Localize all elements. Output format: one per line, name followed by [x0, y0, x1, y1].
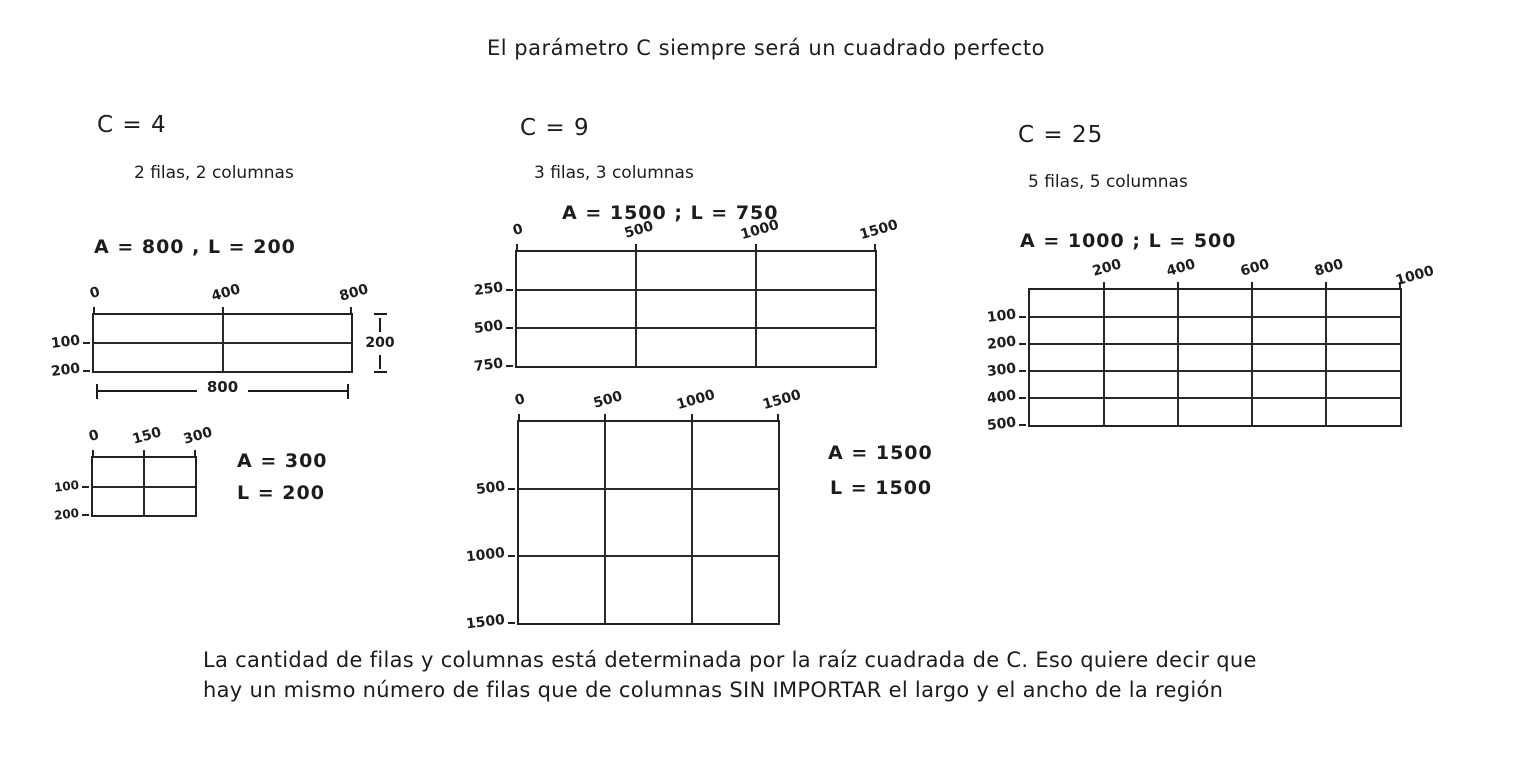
axis-tick-label: 600 — [1238, 256, 1272, 280]
dimension-stem — [379, 355, 381, 369]
height-dimension-marker — [365, 313, 395, 373]
dimension-line — [248, 390, 347, 392]
footer-line-1: La cantidad de filas y columnas está determinada por la raíz cuadrada de C. Eso quiere decir que — [203, 648, 1257, 672]
tick-mark — [508, 555, 515, 557]
axis-tick-label: 800 — [1312, 256, 1346, 280]
axis-tick-label: 200 — [1090, 256, 1124, 280]
grid-line — [635, 252, 637, 366]
tick-mark — [1103, 282, 1105, 288]
example-c4-subheading: 2 filas, 2 columnas — [134, 163, 294, 183]
grid-line — [1030, 343, 1400, 345]
tick-mark — [1019, 370, 1026, 372]
axis-tick-label: 400 — [209, 281, 242, 305]
axis-tick-label: 300 — [181, 424, 215, 448]
grid-line — [1177, 290, 1179, 425]
tick-mark — [1325, 282, 1327, 288]
axis-tick-label: 1500 — [760, 386, 803, 414]
tick-mark — [143, 450, 145, 456]
axis-tick-label: 0 — [88, 283, 102, 303]
grid-c4-small-length-label: L = 200 — [237, 482, 325, 504]
axis-tick-label: 100 — [53, 477, 80, 495]
axis-tick-label: 300 — [985, 360, 1017, 380]
tick-mark — [1019, 397, 1026, 399]
grid-c4-small-area-label: A = 300 — [237, 450, 328, 472]
axis-tick-label: 150 — [130, 424, 164, 448]
axis-tick-label: 500 — [474, 478, 506, 498]
page-title: El parámetro C siempre será un cuadrado perfecto — [487, 36, 1045, 60]
axis-tick-label: 1000 — [738, 216, 781, 244]
grid-line — [604, 422, 606, 623]
example-c9-subheading: 3 filas, 3 columnas — [534, 163, 694, 183]
axis-tick-label: 0 — [511, 220, 525, 240]
tick-mark — [506, 327, 513, 329]
example-c9-params: A = 1500 ; L = 750 — [562, 202, 779, 224]
tick-mark — [194, 450, 196, 456]
grid-c4-main — [49, 281, 395, 396]
example-c25-heading: C = 25 — [1018, 122, 1104, 148]
tick-mark — [506, 365, 513, 367]
grid-line — [1030, 370, 1400, 372]
axis-tick-label: 100 — [985, 306, 1017, 326]
tick-mark — [93, 307, 95, 313]
grid-line — [517, 289, 875, 291]
axis-tick-label: 200 — [53, 505, 80, 523]
width-dimension-marker — [96, 378, 349, 400]
tick-mark — [83, 370, 90, 372]
tick-mark — [1251, 282, 1253, 288]
grid-line — [94, 342, 351, 344]
axis-tick-label: 1500 — [465, 611, 506, 633]
tick-mark — [635, 244, 637, 250]
axis-tick-label: 500 — [985, 414, 1017, 434]
grid-line — [1030, 397, 1400, 399]
axis-tick-label: 750 — [472, 355, 504, 375]
height-dimension-value: 200 — [365, 335, 395, 351]
example-c9-heading: C = 9 — [520, 115, 590, 141]
example-c4-params: A = 800 , L = 200 — [94, 236, 296, 258]
tick-mark — [604, 414, 606, 420]
tick-mark — [1019, 316, 1026, 318]
footer-line-2: hay un mismo número de filas que de columnas SIN IMPORTAR el largo y el ancho de la región — [203, 678, 1224, 702]
footer-note — [203, 645, 1303, 705]
axis-tick-label: 400 — [985, 387, 1017, 407]
tick-mark — [350, 307, 352, 313]
axis-tick-label: 250 — [472, 279, 504, 299]
tick-mark — [82, 514, 89, 516]
example-c25-subheading: 5 filas, 5 columnas — [1028, 172, 1188, 192]
axis-tick-label: 1000 — [465, 544, 506, 566]
grid-line — [517, 327, 875, 329]
grid-line — [1030, 316, 1400, 318]
tick-mark — [506, 289, 513, 291]
grid-c9-square-area-label: A = 1500 — [828, 442, 933, 464]
tick-mark — [1177, 282, 1179, 288]
dimension-line — [98, 390, 197, 392]
tick-mark — [1019, 343, 1026, 345]
tick-mark — [755, 244, 757, 250]
tick-mark — [508, 488, 515, 490]
tick-mark — [516, 244, 518, 250]
tick-mark — [222, 307, 224, 313]
axis-tick-label: 200 — [49, 360, 81, 380]
tick-mark — [83, 342, 90, 344]
grid-line — [93, 486, 195, 488]
tick-mark — [518, 414, 520, 420]
dimension-stem — [379, 318, 381, 332]
width-dimension-value: 800 — [206, 378, 239, 396]
grid-c4-small — [53, 424, 215, 523]
axis-tick-label: 800 — [337, 281, 371, 305]
grid-line — [691, 422, 693, 623]
grid-line — [519, 555, 778, 557]
tick-mark — [777, 414, 779, 420]
tick-mark — [92, 450, 94, 456]
tick-mark — [874, 244, 876, 250]
axis-tick-label: 500 — [472, 317, 504, 337]
grid-line — [1251, 290, 1253, 425]
grid-c9-main — [472, 216, 900, 375]
tick-mark — [1019, 424, 1026, 426]
axis-tick-label: 500 — [622, 218, 656, 242]
axis-tick-label: 400 — [1164, 256, 1198, 280]
axis-tick-label: 0 — [513, 390, 527, 410]
tick-mark — [82, 486, 89, 488]
axis-tick-label: 1000 — [1394, 262, 1436, 290]
axis-tick-label: 100 — [49, 332, 81, 352]
example-c4-heading: C = 4 — [97, 112, 167, 138]
axis-tick-label: 200 — [985, 333, 1017, 353]
axis-tick-label: 1500 — [857, 216, 900, 244]
dimension-cap — [347, 384, 349, 399]
axis-tick-label: 500 — [591, 388, 625, 412]
dimension-cap — [374, 371, 387, 373]
tick-mark — [508, 622, 515, 624]
grid-c9-square — [465, 386, 803, 633]
grid-line — [1325, 290, 1327, 425]
grid-line — [1103, 290, 1105, 425]
example-c25-params: A = 1000 ; L = 500 — [1020, 230, 1237, 252]
dimension-cap — [374, 313, 387, 315]
grid-c25-main — [985, 256, 1436, 434]
axis-tick-label: 1000 — [674, 386, 717, 414]
grid-c9-square-length-label: L = 1500 — [830, 477, 933, 499]
axis-tick-label: 0 — [87, 426, 101, 446]
tick-mark — [691, 414, 693, 420]
grid-line — [755, 252, 757, 366]
grid-line — [519, 488, 778, 490]
